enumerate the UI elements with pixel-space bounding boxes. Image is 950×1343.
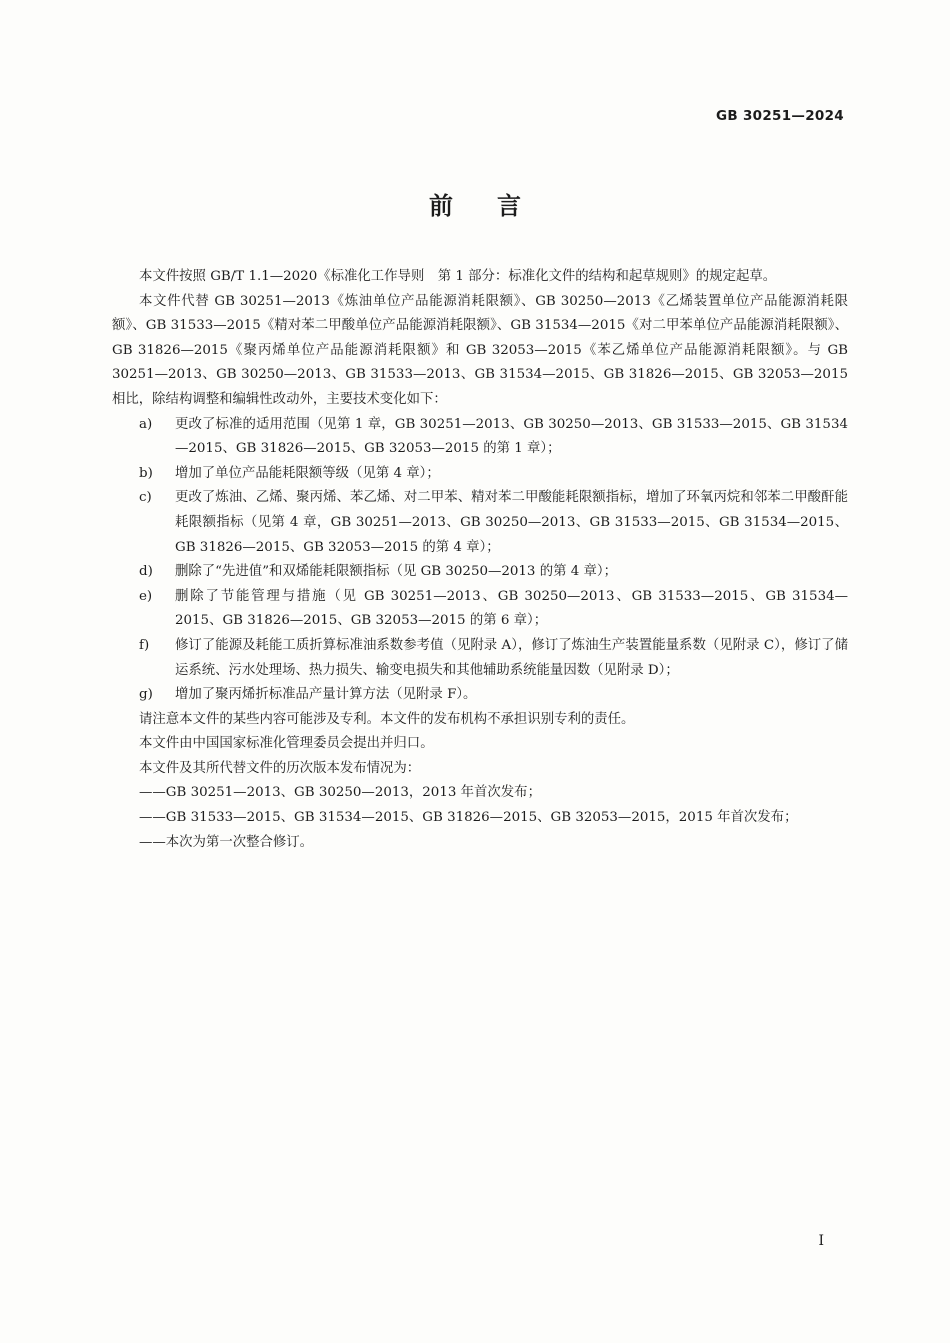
list-item-text: 增加了聚丙烯折标准品产量计算方法（见附录 F）。 [175, 687, 477, 703]
list-item [112, 683, 848, 708]
proposer-paragraph: 本文件由中国国家标准化管理委员会提出并归口。 [139, 736, 434, 752]
replaces-paragraph: 本文件代替 GB 30251—2013《炼油单位产品能源消耗限额》、GB 30250—2013《乙烯装置单位产品能源消耗限额》、GB 31533—2015《精对苯二甲酸单位产品能源消耗限额》、GB 31534—2015《对二甲苯单位产品能源消耗限额》、GB 31826—2015《聚丙烯单位产品能源消耗限额》和 GB 32053—2015《苯乙烯单位产品能源消耗限额》。与 GB 30251—2013、GB 30250—2013、GB 31533—2013、GB 31534—2015、GB 31826—2015、GB 32053—2015 相比，除结构调整和编辑性改动外，主要技术变化如下： [112, 293, 848, 407]
list-marker: f) [139, 637, 150, 653]
list-item-text: 增加了单位产品能耗限额等级（见第 4 章）； [175, 465, 440, 481]
list-item-text: 更改了标准的适用范围（见第 1 章，GB 30251—2013、GB 30250—2013、GB 31533—2015、GB 31534—2015、GB 31826—2015、GB 32053—2015 的第 1 章）； [175, 416, 848, 457]
version-history-list [112, 781, 848, 855]
list-item-text: 删除了节能管理与措施（见 GB 30251—2013、GB 30250—2013、GB 31533—2015、GB 31534—2015、GB 31826—2015、GB 32053—2015 的第 6 章）； [175, 588, 848, 629]
list-marker: a) [139, 416, 153, 432]
list-item-text: 更改了炼油、乙烯、聚丙烯、苯乙烯、对二甲苯、精对苯二甲酸能耗限额指标，增加了环氧丙烷和邻苯二甲酸酐能耗限额指标（见第 4 章，GB 30251—2013、GB 30250—2013、GB 31533—2015、GB 31534—2015、GB 31826—2015、GB 32053—2015 的第 4 章）； [175, 490, 848, 555]
list-item: ——GB 30251—2013、GB 30250—2013，2013 年首次发布； [139, 785, 541, 801]
list-item [112, 486, 848, 560]
page-title: 前言 [429, 192, 565, 220]
list-item: ——本次为第一次整合修订。 [139, 834, 314, 850]
list-item-text: 修订了能源及耗能工质折算标准油系数参考值（见附录 A），修订了炼油生产装置能量系数（见附录 C），修订了储运系统、污水处理场、热力损失、输变电损失和其他辅助系统能量因数（见附录 D）； [175, 637, 848, 678]
standard-number: GB 30251—2024 [715, 108, 844, 124]
page-number: I [818, 1233, 824, 1249]
list-item-text: 删除了“先进值”和双烯能耗限额指标（见 GB 30250—2013 的第 4 章）； [175, 564, 617, 580]
list-marker: e) [139, 588, 153, 604]
list-item: ——GB 31533—2015、GB 31534—2015、GB 31826—2015、GB 32053—2015，2015 年首次发布； [139, 810, 798, 826]
list-item [112, 634, 848, 683]
document-body [112, 265, 848, 855]
patent-paragraph: 请注意本文件的某些内容可能涉及专利。本文件的发布机构不承担识别专利的责任。 [139, 711, 635, 727]
list-item [112, 413, 848, 462]
list-marker: g) [139, 687, 153, 703]
list-item [112, 560, 848, 585]
technical-changes-list [112, 413, 848, 708]
drafting-paragraph: 本文件按照 GB/T 1.1—2020《标准化工作导则 第 1 部分：标准化文件的结构和起草规则》的规定起草。 [139, 269, 777, 284]
list-marker: c) [139, 490, 152, 506]
history-intro-paragraph: 本文件及其所代替文件的历次版本发布情况为： [139, 760, 421, 776]
list-marker: d) [139, 564, 153, 580]
list-item [112, 462, 848, 487]
list-marker: b) [139, 465, 153, 481]
list-item [112, 585, 848, 634]
